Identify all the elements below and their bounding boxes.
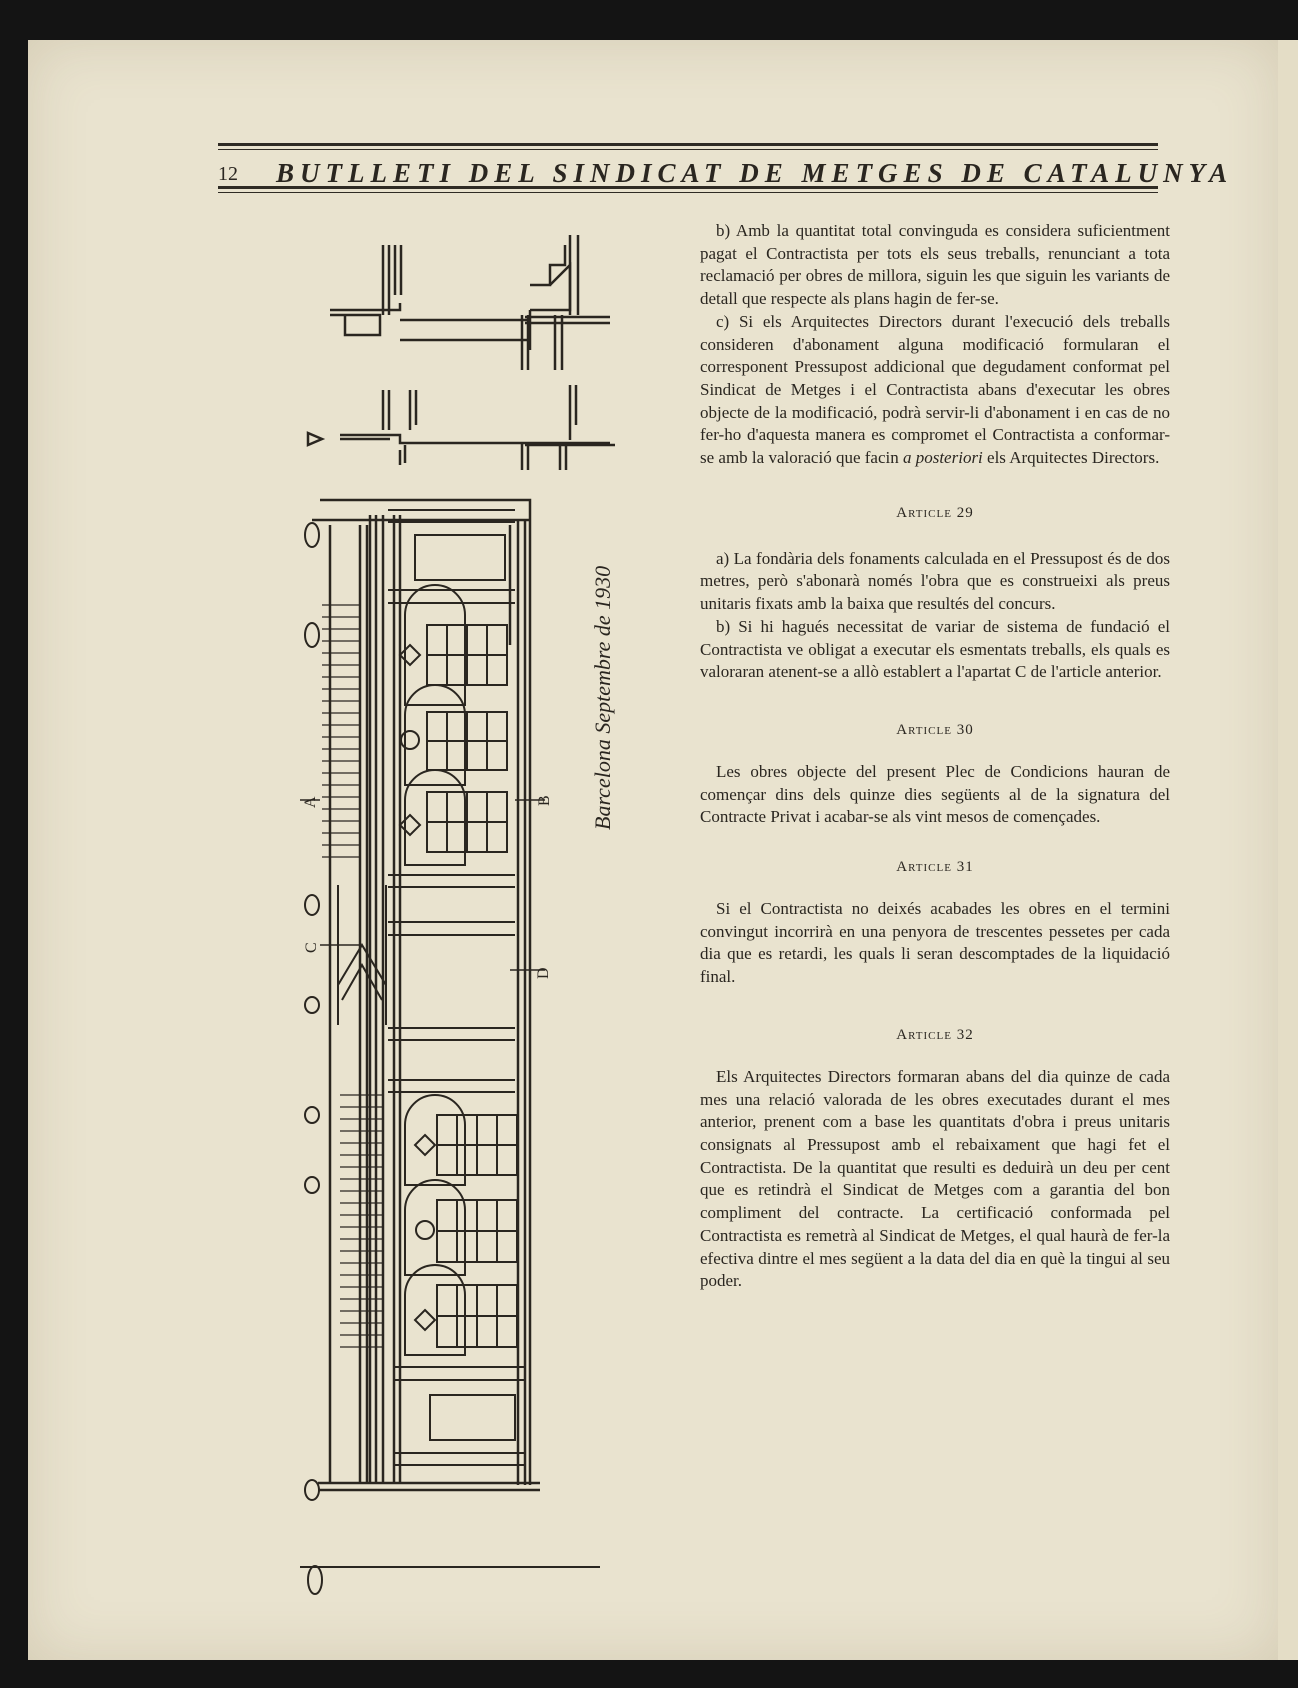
paragraph-28b	[700, 220, 1170, 311]
paragraph-32-text: Els Arquitectes Directors formaran abans del dia quinze de cada mes una relació valorada de les obres executades durant el mes anterior, prenent com a base les quantitats d'obra i preus unitaris consignats al Pressupost amb el rebaixament que hagi fet el Contractista. De la quantitat que resulti es deduirà un deu per cent que es retindrà el Sindicat de Metges com a garantia del bon compliment del contracte. La certificació conformada pel Contractista es remetrà al Sindicat de Metges, el qual haurà de fer-la efectiva dintre el mes següent a la data del dia en què la tingui al seu poder.	[700, 1066, 1170, 1291]
article-31-heading: Article 31	[896, 859, 974, 876]
header-rule-top	[218, 143, 1158, 146]
page-number: 12	[218, 163, 238, 185]
article-32-heading: Article 32	[896, 1026, 974, 1043]
section-label-a: A	[302, 796, 319, 808]
next-page-edge	[1278, 40, 1298, 1660]
journal-title: BUTLLETI DEL SINDICAT DE METGES DE CATALUNYA	[276, 158, 1234, 188]
paragraph-32	[700, 1066, 1170, 1293]
drawing-caption: Barcelona Septembre de 1930	[590, 565, 615, 830]
central-chevron	[338, 885, 386, 1025]
section-label-c: C	[303, 942, 320, 953]
paragraph-28c-italic: a posteriori	[902, 448, 983, 468]
paragraph-29a-text: a) La fondària dels fonaments calculada en el Pressupost és de dos metres, però s'abonarà només l'obra que es construeixi als preus unitaris fixats amb la baixa que resultés del concurs.	[700, 548, 1170, 614]
paragraph-31	[700, 898, 1170, 989]
urn-ornaments	[300, 523, 600, 1594]
paragraph-30	[700, 761, 1170, 829]
paragraph-29b-text: b) Si hi hagués necessitat de variar de sistema de fundació el Contractista ve obligat a executar els esmentats treballs, els quals es valoraran atenent-se a allò establert a l'apartat C de l'article anterior.	[700, 616, 1170, 682]
section-detail-middle	[308, 385, 615, 470]
section-label-d: D	[535, 967, 552, 979]
paragraph-28b-text: b) Amb la quantitat total convinguda es considera suficientment pagat el Contractista per tots els seus treballs, renunciant a tota reclamació per obres de millora, siguin les que siguin les variants de detall que respecte als plans hagin de fer-se.	[700, 221, 1170, 309]
article-30-heading: Article 30	[896, 721, 974, 738]
section-detail-upper	[330, 235, 610, 370]
paragraph-28c-text: c) Si els Arquitectes Directors durant l'execució dels treballs consideren d'abonament alguna modificació formularan el corresponent Pressupost addicional que degudament conformat pel Sindicat de Metges i el Contractista abans d'executar les obres objecte de la modificació, podrà servir-li d'abonament i en cas de no fer-ho d'aquesta manera es compromet el Contractista a conformar-se amb la valoració que facin	[700, 311, 1170, 468]
header-rule-bottom-thin	[218, 192, 1158, 193]
paragraph-30-text: Les obres objecte del present Plec de Condicions hauran de començar dins dels quinze dies següents al de la signatura del Contracte Privat i acabar-se als vint mesos de començades.	[700, 761, 1170, 827]
paragraph-29b	[700, 616, 1170, 684]
section-label-b: B	[536, 795, 553, 806]
article-29-heading: Article 29	[896, 504, 974, 521]
section-markers	[300, 800, 545, 970]
paragraph-31-text: Si el Contractista no deixés acabades les obres en el termini convingut incorrirà en una penyora de trescentes pessetes per cada dia que es retardi, les quals li seran descomptades de la liquidació final.	[700, 899, 1170, 987]
arched-windows	[400, 535, 517, 1440]
paragraph-29a	[700, 548, 1170, 616]
header-rule-top-thin	[218, 149, 1158, 150]
paragraph-28c-end: els Arquitectes Directors.	[982, 448, 1160, 468]
architectural-elevation-drawing	[300, 225, 700, 1595]
body-text-column	[700, 220, 1170, 1293]
paragraph-28c	[700, 311, 1170, 470]
